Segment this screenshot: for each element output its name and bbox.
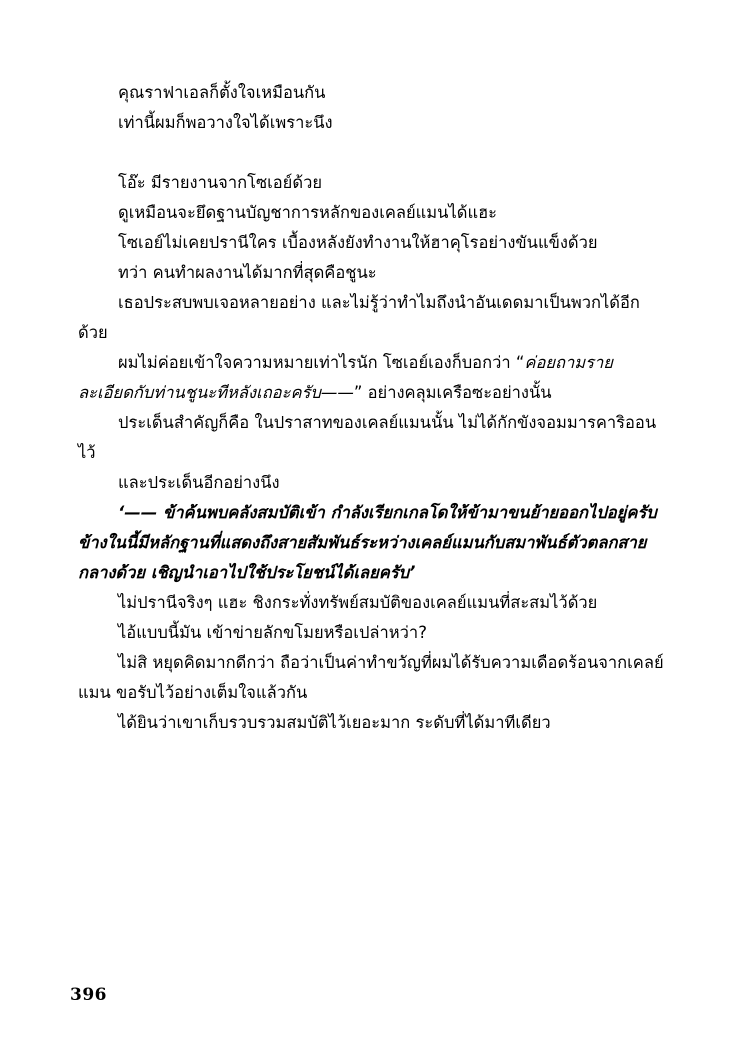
paragraph-text-after: ” อย่างคลุมเครือซะอย่างนั้น	[353, 383, 552, 402]
paragraph: และประเด็นอีกอย่างนึง	[118, 473, 280, 492]
paragraph: เธอประสบพบเจอหลายอย่าง และไม่รู้ว่าทำไมถึงนำอันเดดมาเป็นพวกได้อีกด้วย	[78, 293, 640, 342]
paragraph-quoted-dialogue	[78, 348, 666, 408]
paragraph: โซเอย์ไม่เคยปรานีใคร เบื้องหลังยังทำงานให้ฮาคุโรอย่างขันแข็งด้วย	[118, 233, 598, 252]
paragraph: ดูเหมือนจะยึดฐานบัญชาการหลักของเคลย์แมนได้แฮะ	[118, 203, 498, 222]
paragraph: ได้ยินว่าเขาเก็บรวบรวมสมบัติไว้เยอะมาก ระดับที่ได้มาทีเดียว	[118, 713, 551, 732]
paragraph-text-before: ผมไม่ค่อยเข้าใจความหมายเท่าไรนัก โซเอย์เองก็บอกว่า “	[118, 353, 525, 372]
paragraph: คุณราฟาเอลก็ตั้งใจเหมือนกัน	[118, 83, 326, 102]
body-text-column	[78, 78, 666, 738]
paragraph: ไม่สิ หยุดคิดมากดีกว่า ถือว่าเป็นค่าทำขวัญที่ผมได้รับความเดือดร้อนจากเคลย์แมน ขอรับไว้อย่างเต็มใจแล้วกัน	[78, 653, 664, 702]
paragraph-text-italic: ค่อยถามรายละเอียดกับท่านชูนะทีหลังเถอะครับ——	[78, 353, 613, 402]
paragraph: ไอ้แบบนี้มัน เข้าข่ายลักขโมยหรือเปล่าหว่า?	[118, 623, 427, 642]
paragraph-spacer	[78, 138, 666, 168]
paragraph: โอ๊ะ มีรายงานจากโซเอย์ด้วย	[118, 173, 323, 192]
paragraph: ทว่า คนทำผลงานได้มากที่สุดคือชูนะ	[118, 263, 377, 282]
paragraph: เท่านี้ผมก็พอวางใจได้เพราะนึง	[118, 113, 333, 132]
paragraph: ไม่ปรานีจริงๆ แฮะ ชิงกระทั่งทรัพย์สมบัติของเคลย์แมนที่สะสมไว้ด้วย	[118, 593, 598, 612]
paragraph-report-message: ‘—— ข้าค้นพบคลังสมบัติเข้า กำลังเรียกเกลโดให้ข้ามาขนย้ายออกไปอยู่ครับ ข้างในนี้มีหลักฐานที่แสดงถึงสายสัมพันธ์ระหว่างเคลย์แมนกับสมาพันธ์ตัวตลกสายกลางด้วย เชิญนำเอาไปใช้ประโยชน์ได้เลยครับ’	[78, 503, 657, 582]
page-number: 396	[70, 985, 107, 1005]
paragraph: ประเด็นสำคัญก็คือ ในปราสาทของเคลย์แมนนั้น ไม่ได้กักขังจอมมารคาริออนไว้	[78, 413, 657, 462]
